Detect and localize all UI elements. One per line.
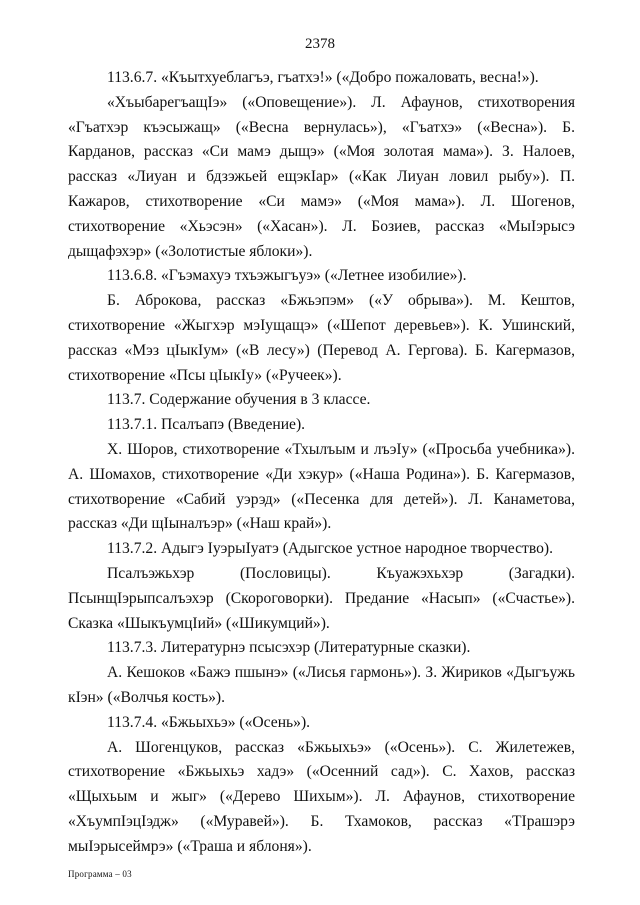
body-paragraph: А. Кешоков «Бажэ пшынэ» («Лисья гармонь»). З. Жириков «Дыгъужь кIэн» («Волчья кость»). xyxy=(68,664,575,706)
section-heading: 113.6.7. «Къытхуеблагъэ, гъатхэ!» («Добро пожаловать, весна!»). xyxy=(107,69,539,86)
section-heading: 113.7.1. Псалъапэ (Введение). xyxy=(107,416,306,434)
body-paragraph: Псалъэжьхэр (Пословицы). Къуажэхьхэр (Загадки). ПсынщIэрыпсалъэхэр (Скороговорки). Предание «Насып» («Счастье»). Сказка «ШыкъумцIий» («Шикумций»). xyxy=(68,564,575,632)
section-heading: 113.7.3. Литературнэ псысэхэр (Литературные сказки). xyxy=(107,639,471,657)
body-paragraph: А. Шогенцуков, рассказ «Бжьыхьэ» («Осень»). С. Жилетежев, стихотворение «Бжьыхьэ хадэ» («Осенний сад»). С. Хахов, рассказ «Щыхьым и жыг» («Дерево Шихым»). Л. Афаунов, стихотворение «ХъумпIэцIэдж» («Муравей»). Б. Тхамоков, рассказ «ТIрашэрэ мыIэрысеймрэ» («Траша и яблоня»). xyxy=(68,738,575,855)
section-heading: 113.7. Содержание обучения в 3 классе. xyxy=(107,391,371,409)
section-heading: 113.6.8. «Гъэмахуэ тхъэжыгъуэ» («Летнее изобилие»). xyxy=(107,267,467,285)
document-body xyxy=(68,66,575,860)
body-paragraph: Х. Шоров, стихотворение «Тхылъым и лъэIу» («Просьба учебника»). А. Шомахов, стихотворение «Ди хэкур» («Наша Родина»). Б. Кагермазов, стихотворение «Сабий уэрэд» («Песенка для детей»). Л. Канаметова, рассказ «Ди щIыналъэр» («Наш край»). xyxy=(68,440,575,533)
body-paragraph: «ХъыбарегъащIэ» («Оповещение»). Л. Афаунов, стихотворения «Гъатхэр къэсыжащ» («Весна вернулась»), «Гъатхэ» («Весна»). Б. Карданов, рассказ «Си мамэ дыщэ» («Моя золотая мама»). З. Налоев, рассказ «Лиуан и бдзэжьей ещэкIар» («Как Лиуан ловил рыбу»). П. Кажаров, стихотворение «Си мамэ» («Моя мама»). Л. Шогенов, стихотворение «Хьэсэн» («Хасан»). Л. Бозиев, рассказ «МыIэрысэ дыщафэхэр» («Золотистые яблоки»). xyxy=(68,93,575,260)
body-paragraph: Б. Аброкова, рассказ «Бжьэпэм» («У обрыва»). М. Кештов, стихотворение «Жыгхэр мэIущащэ» («Шепот деревьев»). К. Ушинский, рассказ «Мэз цIыкIум» («В лесу») (Перевод А. Гергова). Б. Кагермазов, стихотворение «Псы цIыкIу» («Ручеек»). xyxy=(68,292,575,384)
page-number: 2378 xyxy=(305,36,335,52)
section-heading: 113.7.4. «Бжьыхьэ» («Осень»). xyxy=(107,713,311,731)
page-footer: Программа – 03 xyxy=(68,869,132,879)
section-heading: 113.7.2. Адыгэ IуэрыIуатэ (Адыгское устное народное творчество). xyxy=(107,540,553,558)
